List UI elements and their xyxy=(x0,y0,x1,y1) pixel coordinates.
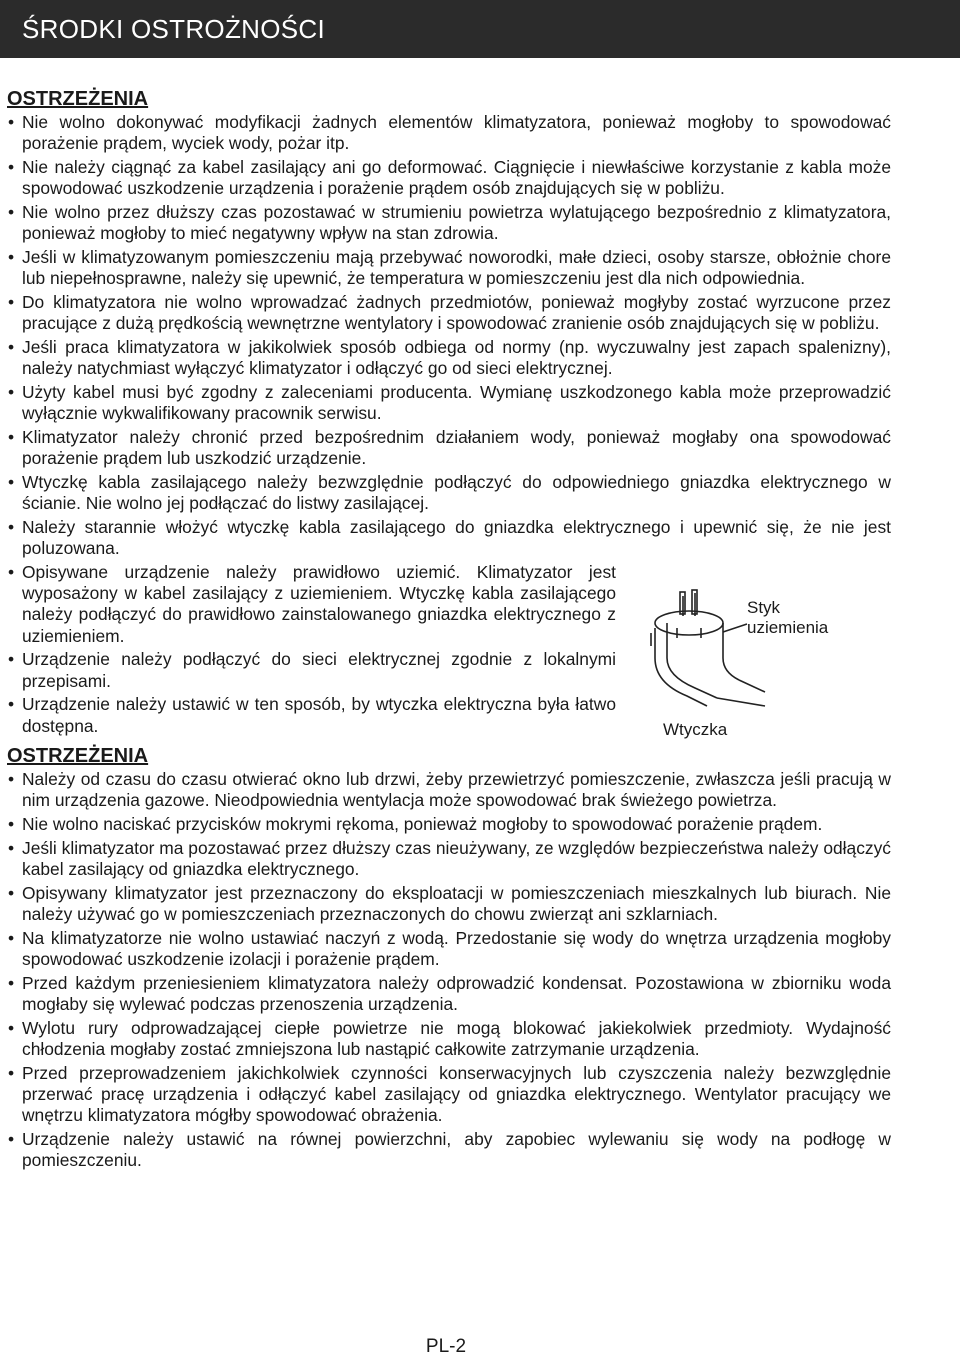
list-item: • Przed każdym przeniesieniem klimatyzatora należy odprowadzić kondensat. Pozostawiona w zbiorniku woda mogłaby się wylewać podczas przenoszenia urządzenia. xyxy=(7,973,891,1015)
list-item: • Należy od czasu do czasu otwierać okno lub drzwi, żeby przewietrzyć pomieszczenie, zwłaszcza jeśli pracują w nim urządzenia gazowe. Nieodpowiednia wentylacja może spowodować brak świeżego powietrza. xyxy=(7,769,891,811)
list-item: • Opisywany klimatyzator jest przeznaczony do eksploatacji w pomieszczeniach mieszkalnych lub biurach. Nie należy używać go w pomieszczeniach przeznaczonych do chowu zwierząt ani szklarniach. xyxy=(7,883,891,925)
list-item: • Jeśli klimatyzator ma pozostawać przez dłuższy czas nieużywany, ze względów bezpieczeństwa należy odłączyć kabel zasilający od gniazdka elektrycznego. xyxy=(7,838,891,880)
section-heading-warnings-2: OSTRZEŻENIA xyxy=(7,744,149,767)
page-header xyxy=(0,0,960,58)
list-item: • Nie wolno przez dłuższy czas pozostawać w strumieniu powietrza wylatującego bezpośrednio z klimatyzatora, ponieważ mogłoby to mieć negatywny wpływ na stan zdrowia. xyxy=(7,202,891,244)
list-item: • Urządzenie należy podłączyć do sieci elektrycznej zgodnie z lokalnymi przepisami. xyxy=(7,649,616,691)
list-item: • Nie wolno naciskać przycisków mokrymi rękoma, ponieważ mogłoby to spowodować porażenie prądem. xyxy=(7,814,891,835)
list-item: • Przed przeprowadzeniem jakichkolwiek czynności konserwacyjnych lub czyszczenia należy bezwzględnie przerwać pracę urządzenia i odłączyć kabel zasilający od gniazdka elektrycznego. Wentylator pracujący we wnętrzu klimatyzatora mógłby spowodować obrażenia. xyxy=(7,1063,891,1127)
list-item: • Urządzenie należy ustawić na równej powierzchni, aby zapobiec wylewaniu się wody na podłogę w pomieszczeniu. xyxy=(7,1129,891,1171)
page-footer xyxy=(0,1336,960,1358)
page-title: ŚRODKI OSTROŻNOŚCI xyxy=(22,14,325,44)
grounding-block xyxy=(7,562,891,737)
list-item: • Należy starannie włożyć wtyczkę kabla zasilającego do gniazdka elektrycznego i upewnić się, że nie jest poluzowana. xyxy=(7,517,891,559)
list-item: • Jeśli praca klimatyzatora w jakikolwiek sposób odbiega od normy (np. wyczuwalny jest zapach spalenizny), należy natychmiast wyłączyć klimatyzator i odłączyć go od sieci elektrycznej. xyxy=(7,337,891,379)
warning-list-2 xyxy=(7,769,891,1171)
plug-figure xyxy=(647,588,857,748)
list-item: • Nie wolno dokonywać modyfikacji żadnych elementów klimatyzatora, ponieważ mogłoby to spowodować porażenie prądem, wyciek wody, pożar itp. xyxy=(7,112,891,154)
list-item: • Wylotu rury odprowadzającej ciepłe powietrze nie mogą blokować jakiekolwiek przedmioty. Wydajność chłodzenia mogłaby zostać zmniejszona lub nastąpić całkowite zatrzymanie urządzenia. xyxy=(7,1018,891,1060)
warning-list-1 xyxy=(7,112,891,559)
document-body xyxy=(7,86,891,1174)
list-item: • Na klimatyzatorze nie wolno ustawiać naczyń z wodą. Przedostanie się wody do wnętrza urządzenia mogłoby spowodować uszkodzenie izolacji i porażenie prądem. xyxy=(7,928,891,970)
list-item: • Urządzenie należy ustawić w ten sposób, by wtyczka elektryczna była łatwo dostępna. xyxy=(7,694,616,736)
list-item: • Wtyczkę kabla zasilającego należy bezwzględnie podłączyć do odpowiedniego gniazdka elektrycznego w ścianie. Nie wolno jej podłączać do listwy zasilającej. xyxy=(7,472,891,514)
label-grounding-contact: Styk uziemienia xyxy=(747,598,829,637)
list-item: • Użyty kabel musi być zgodny z zaleceniami producenta. Wymianę uszkodzonego kabla może przeprowadzić wyłącznie wykwalifikowany pracownik serwisu. xyxy=(7,382,891,424)
page-number: PL-2 xyxy=(425,1336,467,1357)
list-item: • Jeśli w klimatyzowanym pomieszczeniu mają przebywać noworodki, małe dzieci, osoby starsze, obłożnie chore lub niepełnosprawne, należy się upewnić, że temperatura w pomieszczeniu jest dla nich odpowiednia. xyxy=(7,247,891,289)
section-heading-warnings-1: OSTRZEŻENIA xyxy=(7,88,149,110)
list-item: • Opisywane urządzenie należy prawidłowo uziemić. Klimatyzator jest wyposażony w kabel zasilający z uziemieniem. Wtyczkę kabla zasilającego należy podłączyć do prawidłowo zainstalowanego gniazdka elektrycznego z uziemieniem. xyxy=(7,562,616,647)
list-item: • Do klimatyzatora nie wolno wprowadzać żadnych przedmiotów, ponieważ mogłyby zostać wyrzucone przez pracujące z dużą prędkością wewnętrzne wentylatory i spowodować zranienie osób znajdujących się w pobliżu. xyxy=(7,292,891,334)
label-plug: Wtyczka xyxy=(663,720,728,739)
list-item: • Klimatyzator należy chronić przed bezpośrednim działaniem wody, ponieważ mogłaby ona spowodować porażenie prądem lub uszkodzić urządzenie. xyxy=(7,427,891,469)
list-item: • Nie należy ciągnąć za kabel zasilający ani go deformować. Ciągnięcie i niewłaściwe korzystanie z kabla może spowodować uszkodzenie urządzenia i porażenie prądem osób znajdujących się w pobliżu. xyxy=(7,157,891,199)
